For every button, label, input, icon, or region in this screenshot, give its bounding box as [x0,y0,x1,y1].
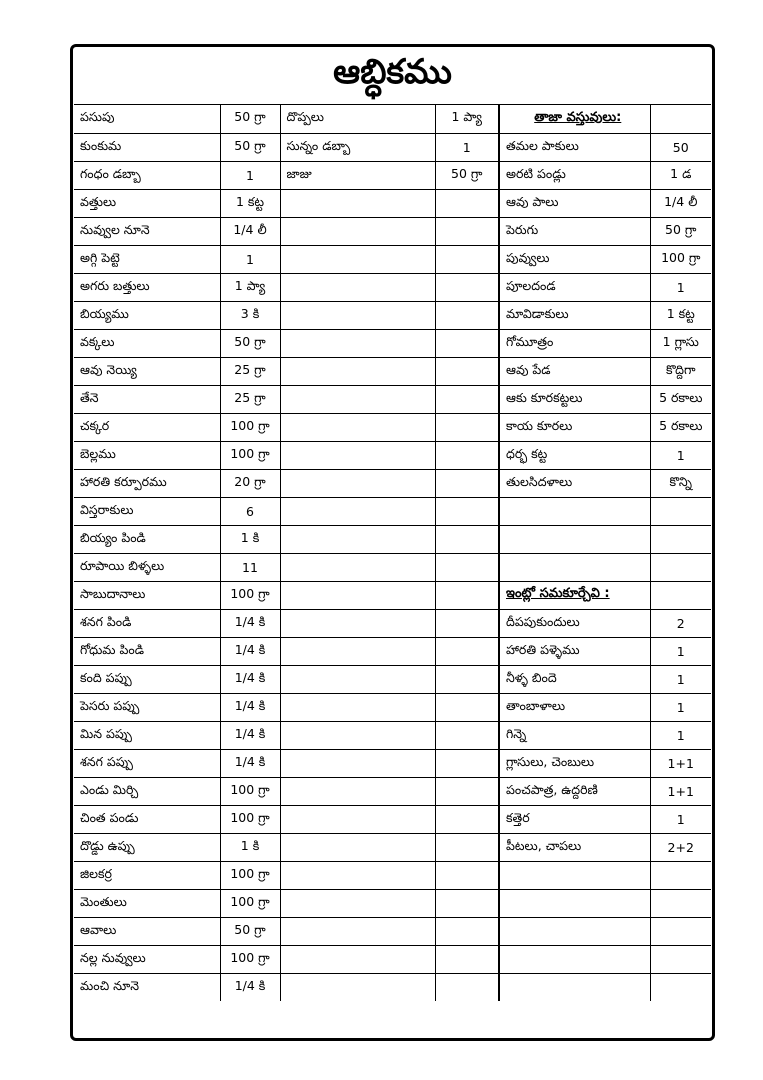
item-name: నల్ల నువ్వులు [74,945,220,973]
item-quantity: 1/4 కి [220,749,280,777]
item-name [280,581,435,609]
item-name: తులసిదళాలు [499,469,650,497]
item-name: హారతి పళ్ళెము [499,637,650,665]
item-quantity: 11 [220,553,280,581]
item-name: అగ్గి పెట్టె [74,245,220,273]
table-row [74,385,711,413]
item-name: నీళ్ళ బిందె [499,665,650,693]
item-quantity: 1 [435,133,499,161]
table-row [74,609,711,637]
item-quantity: 1 కట్ట [220,189,280,217]
table-row [74,105,711,133]
table-row [74,217,711,245]
item-name: శనగ పిండి [74,609,220,637]
item-name: శనగ పప్పు [74,749,220,777]
item-name: ఎండు మిర్చి [74,777,220,805]
item-quantity: 50 గ్రా [435,161,499,189]
item-name: కాయ కూరలు [499,413,650,441]
item-name: ఆవు పాలు [499,189,650,217]
item-quantity [435,749,499,777]
item-quantity: 1/4 కి [220,721,280,749]
item-quantity [435,833,499,861]
item-name: వక్కలు [74,329,220,357]
item-quantity [435,973,499,1001]
page-title: ఆబ్ధికము [74,48,711,105]
item-name [280,357,435,385]
item-name [280,665,435,693]
table-row [74,889,711,917]
item-quantity [435,805,499,833]
item-name: చింత పండు [74,805,220,833]
table-row [74,945,711,973]
table-row [74,581,711,609]
item-name: కంది పప్పు [74,665,220,693]
items-table [74,105,711,1001]
item-name: తాంబాళాలు [499,693,650,721]
item-name [280,553,435,581]
item-quantity [650,861,711,889]
item-quantity [435,329,499,357]
item-name: పూలదండ [499,273,650,301]
table-row [74,161,711,189]
item-quantity: 1 [650,665,711,693]
item-name [499,945,650,973]
item-quantity: 100 గ్రా [220,861,280,889]
item-name: అరటి పండ్లు [499,161,650,189]
table-row [74,301,711,329]
item-quantity: 1/4 కి [220,637,280,665]
item-quantity: 50 గ్రా [650,217,711,245]
item-quantity [435,917,499,945]
item-quantity: 3 కి [220,301,280,329]
item-quantity: 1 [650,805,711,833]
item-quantity [650,497,711,525]
item-quantity: 100 గ్రా [220,413,280,441]
item-name: హారతి కర్పూరము [74,469,220,497]
item-name: గ్లాసులు, చెంబులు [499,749,650,777]
item-quantity [435,553,499,581]
item-quantity: 2 [650,609,711,637]
item-name [280,973,435,1001]
item-name: గిన్నె [499,721,650,749]
item-name [499,889,650,917]
item-name [280,693,435,721]
item-name: ధర్భ కట్ట [499,441,650,469]
item-quantity: 1/4 లీ [650,189,711,217]
item-quantity [435,217,499,245]
item-quantity: 1/4 లీ [220,217,280,245]
item-quantity: 25 గ్రా [220,357,280,385]
item-name [499,861,650,889]
item-quantity: 1 [650,273,711,301]
item-quantity [435,357,499,385]
table-row [74,133,711,161]
item-name [499,553,650,581]
table-row [74,973,711,1001]
item-name: తేనె [74,385,220,413]
item-name: బియ్యం పిండి [74,525,220,553]
item-quantity: 1/4 కి [220,973,280,1001]
item-name: పెరుగు [499,217,650,245]
item-name: గోమూత్రం [499,329,650,357]
item-quantity: 1 కి [220,525,280,553]
table-row [74,357,711,385]
item-name: కుంకుమ [74,133,220,161]
item-name [280,833,435,861]
item-quantity: 5 రకాలు [650,385,711,413]
item-quantity: 1 [220,245,280,273]
item-name: నువ్వుల నూనె [74,217,220,245]
item-quantity: 2+2 [650,833,711,861]
item-quantity: 1/4 కి [220,693,280,721]
item-name: దొడ్డు ఉప్పు [74,833,220,861]
item-quantity [435,469,499,497]
item-quantity: 1/4 కి [220,665,280,693]
item-name [280,301,435,329]
item-quantity [435,889,499,917]
item-quantity [435,721,499,749]
section-heading: ఇంట్లో సమకూర్చేవి : [499,581,650,609]
table-row [74,749,711,777]
item-quantity: 1 [650,721,711,749]
item-quantity [435,665,499,693]
table-row [74,329,711,357]
item-quantity [435,245,499,273]
item-name: దొప్పలు [280,105,435,133]
item-quantity [650,889,711,917]
item-name: పంచపాత్ర, ఉద్దరిణి [499,777,650,805]
item-name: పెసరు పప్పు [74,693,220,721]
item-quantity: కొద్దిగా [650,357,711,385]
item-quantity: 100 గ్రా [220,777,280,805]
item-name: అగరు బత్తులు [74,273,220,301]
item-name: జిలకర్ర [74,861,220,889]
item-name: పీటలు, చాపలు [499,833,650,861]
item-name: విస్తరాకులు [74,497,220,525]
item-quantity: 1 [220,161,280,189]
item-quantity [435,777,499,805]
item-quantity: 1/4 కి [220,609,280,637]
item-quantity: 20 గ్రా [220,469,280,497]
item-name: పసుపు [74,105,220,133]
item-name: బెల్లము [74,441,220,469]
item-quantity: 1 గ్లాసు [650,329,711,357]
item-quantity [435,189,499,217]
item-name: రూపాయి బిళ్ళలు [74,553,220,581]
table-row [74,637,711,665]
item-quantity [435,581,499,609]
item-quantity: 50 గ్రా [220,329,280,357]
item-name: గంధం డబ్బా [74,161,220,189]
table-row [74,273,711,301]
item-name [280,217,435,245]
table-row [74,553,711,581]
item-name [280,889,435,917]
item-name [280,441,435,469]
item-name: దీపపుకుందులు [499,609,650,637]
table-row [74,805,711,833]
item-quantity: 100 గ్రా [650,245,711,273]
item-name [280,777,435,805]
item-name [280,329,435,357]
item-quantity [650,553,711,581]
section-heading: తాజా వస్తువులు: [499,105,650,133]
item-name: పువ్వులు [499,245,650,273]
item-name: ఆవు నెయ్యి [74,357,220,385]
item-quantity: 1 ప్యా [220,273,280,301]
item-quantity: 50 గ్రా [220,105,280,133]
table-row [74,861,711,889]
item-quantity: 1 కట్ట [650,301,711,329]
table-row [74,721,711,749]
item-name [280,609,435,637]
item-quantity [435,637,499,665]
item-quantity: 100 గ్రా [220,889,280,917]
item-name [499,973,650,1001]
table-row [74,693,711,721]
table-row [74,833,711,861]
item-name [499,497,650,525]
item-quantity [650,917,711,945]
item-quantity [435,441,499,469]
item-quantity: 1+1 [650,749,711,777]
item-name: మంచి నూనె [74,973,220,1001]
item-name: ఆవు పేడ [499,357,650,385]
item-quantity [435,525,499,553]
item-quantity [435,609,499,637]
item-quantity: 100 గ్రా [220,805,280,833]
item-name: మిన పప్పు [74,721,220,749]
item-name [280,637,435,665]
item-quantity [435,273,499,301]
item-name: జాజు [280,161,435,189]
item-name [280,917,435,945]
item-name: ఆవాలు [74,917,220,945]
item-name [499,525,650,553]
item-quantity [650,973,711,1001]
item-quantity [435,861,499,889]
item-name [280,945,435,973]
item-quantity: 1 [650,637,711,665]
item-name [280,469,435,497]
item-quantity [435,693,499,721]
item-quantity: 50 [650,133,711,161]
item-quantity [435,385,499,413]
item-quantity: కొన్ని [650,469,711,497]
table-row [74,777,711,805]
item-name: చక్కర [74,413,220,441]
item-quantity: 25 గ్రా [220,385,280,413]
table-row [74,441,711,469]
item-quantity [650,105,711,133]
item-quantity: 50 గ్రా [220,917,280,945]
item-quantity [435,413,499,441]
table-row [74,665,711,693]
item-name [280,749,435,777]
item-quantity [435,497,499,525]
item-name: మెంతులు [74,889,220,917]
item-name: ఆకు కూరకట్టలు [499,385,650,413]
item-name [280,721,435,749]
item-quantity: 50 గ్రా [220,133,280,161]
item-name [280,385,435,413]
item-name [280,189,435,217]
item-name: కత్తెర [499,805,650,833]
item-name: సాబుదానాలు [74,581,220,609]
item-quantity: 1 ప్యా [435,105,499,133]
item-name: సున్నం డబ్బా [280,133,435,161]
item-quantity: 1 [650,441,711,469]
item-name [280,525,435,553]
item-quantity: 6 [220,497,280,525]
item-quantity [650,581,711,609]
item-name: తమల పాకులు [499,133,650,161]
item-quantity: 100 గ్రా [220,441,280,469]
item-name: గోధుమ పిండి [74,637,220,665]
table-row [74,525,711,553]
table-row [74,245,711,273]
item-name [280,861,435,889]
item-name [280,805,435,833]
item-quantity: 1 డ [650,161,711,189]
item-quantity: 1 కి [220,833,280,861]
item-name: మావిడాకులు [499,301,650,329]
item-quantity: 100 గ్రా [220,945,280,973]
item-quantity [650,945,711,973]
table-row [74,917,711,945]
item-quantity [650,525,711,553]
item-quantity: 100 గ్రా [220,581,280,609]
table-row [74,469,711,497]
item-name: వత్తులు [74,189,220,217]
item-name [280,413,435,441]
item-name [499,917,650,945]
item-name [280,245,435,273]
item-quantity: 5 రకాలు [650,413,711,441]
item-quantity [435,301,499,329]
item-name [280,273,435,301]
item-name [280,497,435,525]
item-quantity [435,945,499,973]
item-name: బియ్యము [74,301,220,329]
table-row [74,189,711,217]
table-row [74,497,711,525]
item-quantity: 1+1 [650,777,711,805]
item-quantity: 1 [650,693,711,721]
table-row [74,413,711,441]
